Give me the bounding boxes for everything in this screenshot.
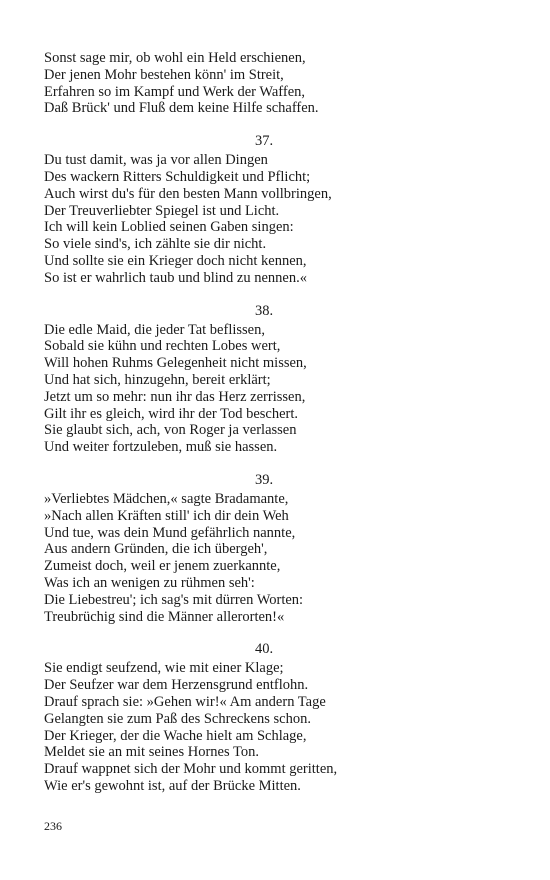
verse-line: Auch wirst du's für den besten Mann vollbringen,: [44, 185, 332, 202]
verse-line: Der Seufzer war dem Herzensgrund entflohn.: [44, 677, 309, 694]
stanza-number: 39.: [254, 471, 274, 488]
verse-line: Daß Brück' und Fluß dem keine Hilfe schaffen.: [44, 100, 319, 117]
stanza-number: 38.: [254, 302, 274, 319]
stanza: [44, 641, 484, 794]
verse-line: Zumeist doch, weil er jenem zuerkannte,: [44, 558, 281, 575]
verse-line: Die Liebestreu'; ich sag's mit dürren Worten:: [44, 591, 304, 608]
verse-line: So ist er wahrlich taub und blind zu nennen.«: [44, 269, 307, 286]
verse-line: Sonst sage mir, ob wohl ein Held erschienen,: [44, 50, 306, 66]
verse-line: Drauf sprach sie: »Gehen wir!« Am andern Tage: [44, 693, 326, 710]
verse-line: Und weiter fortzuleben, muß sie hassen.: [44, 439, 278, 456]
verse-line: Und sollte sie ein Krieger doch nicht kennen,: [44, 252, 307, 269]
verse-line: Drauf wappnet sich der Mohr und kommt geritten,: [44, 761, 338, 778]
verse-line: Jetzt um so mehr: nun ihr das Herz zerrissen,: [44, 388, 306, 405]
verse-line: Treubrüchig sind die Männer allerorten!«: [44, 608, 285, 625]
stanza-number: 37.: [254, 133, 274, 150]
verse-line: Die edle Maid, die jeder Tat beflissen,: [44, 321, 265, 338]
verse-line: Wie er's gewohnt ist, auf der Brücke Mitten.: [44, 777, 301, 794]
verse-line: Du tust damit, was ja vor allen Dingen: [44, 152, 268, 169]
verse-line: Des wackern Ritters Schuldigkeit und Pflicht;: [44, 168, 311, 185]
verse-line: So viele sind's, ich zählte sie dir nicht.: [44, 236, 267, 253]
verse-line: »Verliebtes Mädchen,« sagte Bradamante,: [44, 490, 289, 507]
stanza: [44, 303, 484, 456]
verse-line: Will hohen Ruhms Gelegenheit nicht missen,: [44, 355, 307, 372]
verse-line: Was ich an wenigen zu rühmen seh':: [44, 574, 255, 591]
verse-line: Aus andern Gründen, die ich übergeh',: [44, 541, 268, 558]
verse-line: Sobald sie kühn und rechten Lobes wert,: [44, 338, 281, 355]
verse-line: Erfahren so im Kampf und Werk der Waffen,: [44, 83, 305, 100]
stanza-number: 40.: [254, 641, 274, 658]
stanza: [44, 472, 484, 625]
verse-line: Gilt ihr es gleich, wird ihr der Tod beschert.: [44, 405, 299, 422]
verse-line: Ich will kein Loblied seinen Gaben singen:: [44, 219, 294, 236]
stanza: [44, 133, 484, 286]
verse-line: Gelangten sie zum Paß des Schreckens schon.: [44, 710, 311, 727]
page-text: [44, 50, 484, 811]
verse-line: Sie glaubt sich, ach, von Roger ja verlassen: [44, 422, 297, 439]
stanza: [44, 50, 484, 117]
verse-line: Der Krieger, der die Wache hielt am Schlage,: [44, 727, 307, 744]
verse-line: Und hat sich, hinzugehn, bereit erklärt;: [44, 371, 271, 388]
verse-line: Der jenen Mohr bestehen könn' im Streit,: [44, 66, 284, 83]
verse-line: »Nach allen Kräften still' ich dir dein Weh: [44, 507, 289, 524]
verse-line: Der Treuverliebter Spiegel ist und Licht.: [44, 202, 280, 219]
verse-line: Sie endigt seufzend, wie mit einer Klage;: [44, 660, 284, 677]
verse-line: Und tue, was dein Mund gefährlich nannte,: [44, 524, 296, 541]
page-number: 236: [44, 819, 62, 833]
verse-line: Meldet sie an mit seines Hornes Ton.: [44, 744, 259, 761]
